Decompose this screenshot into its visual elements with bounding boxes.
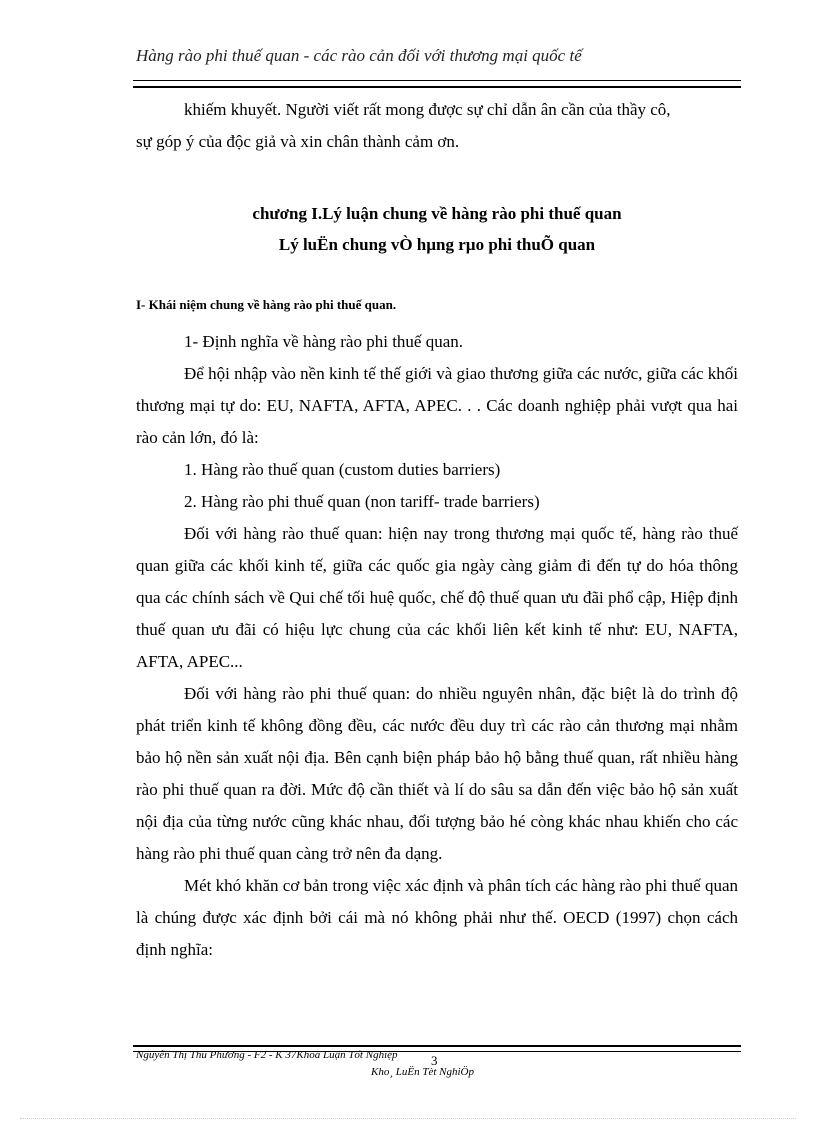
main-text xyxy=(136,326,738,966)
intro-block xyxy=(136,94,738,158)
page-number: 3 xyxy=(431,1053,438,1068)
intro-line-1: khiếm khuyết. Người viết rất mong được sự chỉ dẫn ân cần của thầy cô, xyxy=(184,100,671,119)
section-heading: I- Khái niệm chung về hàng rào phi thuế quan. xyxy=(136,297,397,312)
bottom-dotted-line xyxy=(20,1118,796,1119)
paragraph-3: Đối với hàng rào phi thuế quan: do nhiều nguyên nhân, đặc biệt là do trình độ phát triển kinh tế không đồng đều, các nước đều duy trì các rào cản thương mại nhằm bảo hộ nền sản xuất nội địa. Bên cạnh biện pháp bảo hộ bằng thuế quan, rất nhiều hàng rào phi thuế quan ra đời. Mức độ cần thiết và lí do sâu sa dẫn đến việc bảo hộ sản xuất nội địa của từng nước cũng khác nhau, đối tượng bảo hé còng khác nhau khiến cho các hàng rào phi thuế quan càng trở nên đa dạng. xyxy=(136,684,738,863)
list-item-1: 1. Hàng rào thuế quan (custom duties barriers) xyxy=(184,460,501,479)
footer-center: Kho¸ LuËn Tèt NghiÖp xyxy=(371,1066,474,1078)
chapter-subtitle: Lý luËn chung vÒ hµng rµo phi thuÕ quan xyxy=(278,235,596,254)
page-header: Hàng rào phi thuế quan - các rào cản đối với thương mại quốc tế xyxy=(136,46,582,65)
paragraph-4: Mét khó khăn cơ bản trong việc xác định và phân tích các hàng rào phi thuế quan là chúng được xác định bởi cái mà nó không phải như thế. OECD (1997) chọn cách định nghĩa: xyxy=(136,876,738,959)
paragraph-1: Để hội nhập vào nền kinh tế thế giới và giao thương giữa các nước, giữa các khối thương mại tự do: EU, NAFTA, AFTA, APEC. . . Các doanh nghiệp phải vượt qua hai rào cản lớn, đó là: xyxy=(136,364,738,447)
footer-author: Nguyễn Thị Thu Phương - F2 - K 37Khoá Luận Tốt Nghiệp xyxy=(136,1049,398,1061)
header-rule xyxy=(133,80,741,88)
list-item-2: 2. Hàng rào phi thuế quan (non tariff- trade barriers) xyxy=(184,492,540,511)
subsection-heading: 1- Định nghĩa về hàng rào phi thuế quan. xyxy=(184,332,464,351)
chapter-title-block xyxy=(136,198,738,260)
paragraph-2: Đối với hàng rào thuế quan: hiện nay trong thương mại quốc tế, hàng rào thuế quan giữa các khối kinh tế, giữa các quốc gia ngày càng giảm đi đến tự do hóa thông qua các chính sách về Qui chế tối huệ quốc, chế độ thuế quan ưu đãi phổ cập, Hiệp định thuế quan ưu đãi có hiệu lực chung của các khối liên kết kinh tế như: EU, NAFTA, AFTA, APEC... xyxy=(136,524,738,671)
intro-line-2: sự góp ý của độc giả và xin chân thành cảm ơn. xyxy=(136,132,460,151)
chapter-title: chương I.Lý luận chung về hàng rào phi thuế quan xyxy=(252,204,622,223)
